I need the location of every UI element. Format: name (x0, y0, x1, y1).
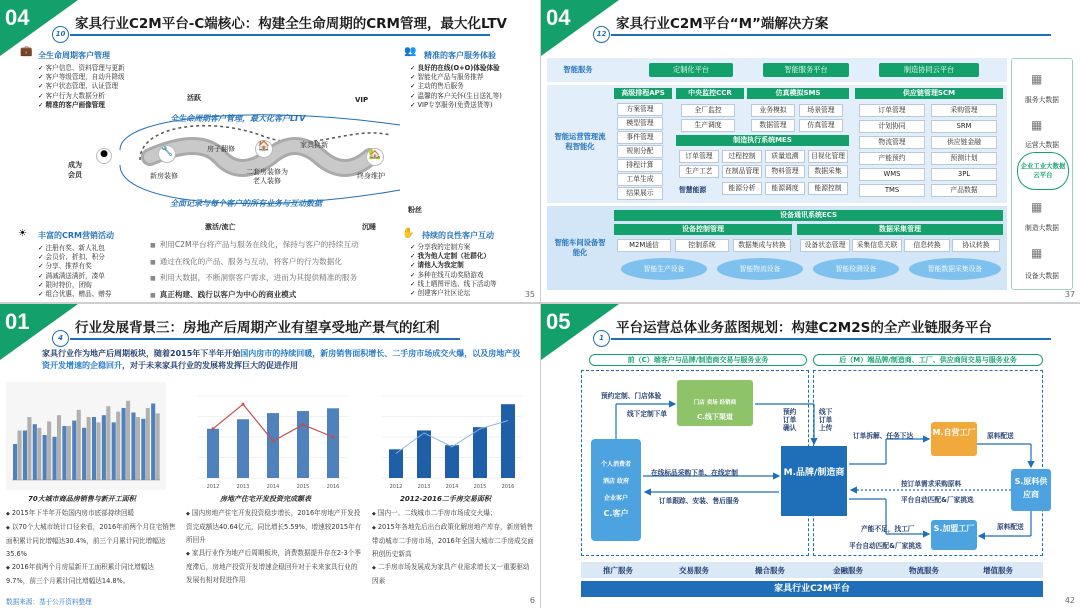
summary-item: ■ 真正构建、践行以客户为中心的商业模式 (150, 287, 359, 302)
chart2-title: 房地产住宅开发投资完成额表 (220, 495, 311, 503)
line-point (302, 423, 305, 426)
scm-item: TMS (859, 184, 925, 197)
bar (37, 428, 41, 480)
note-item: ◆ 2016年前两个月房屋新开工面积累计同比增幅达9.7%，前三个月累计同比增幅达14.8%。 (6, 561, 176, 588)
stage-active: 活跃 (187, 94, 201, 102)
title-underline (70, 34, 490, 36)
bar (141, 419, 145, 480)
device-bigdata: 设备大数据 (1025, 272, 1059, 280)
list-item: ✓ 限时特价，团购 (38, 281, 111, 290)
chart1-notes (6, 507, 176, 588)
summary-item: ■ 通过在线化的产品、服务与互动，将客户的行为数据化 (150, 254, 359, 271)
scm-item: 产品数据 (931, 184, 997, 197)
collect-item: 信息转换 (904, 239, 950, 252)
br-title: 持续的良性客户互动 (422, 231, 494, 240)
bar (52, 437, 56, 480)
mes-item: 目视化管理 (808, 150, 848, 163)
data-icon: ▦ (1031, 118, 1043, 132)
ops-bigdata: 运营大数据 (1025, 141, 1059, 149)
tick-label: 2014 (266, 484, 280, 490)
device-label: 智能车间设备智能化 (554, 238, 606, 257)
flow-label: 订单跟踪、安装、售后服务 (659, 497, 740, 505)
tick-label: 2014 (445, 484, 459, 490)
chart3-notes (372, 507, 536, 588)
summary-bullets (150, 237, 359, 302)
tick-label: 2015 (296, 484, 310, 490)
list-item: ✓ 组合优惠、赠品、赠券 (38, 290, 111, 299)
scm-item: 供应链金融 (931, 136, 997, 149)
list-item: ✓ 我为他人定制（社群化） (410, 252, 497, 261)
aps-item: 模型管理 (617, 117, 663, 130)
section-circle: 1 (593, 330, 610, 347)
stage-fan: 粉丝 (408, 206, 422, 214)
slide-number: 04 (546, 5, 571, 30)
note-item: ◆ 2015年下半年开始国内房市底部持续回暖 (6, 507, 176, 521)
note-item: ◆ 国内一、二线城市二手房市场成交火爆； (372, 507, 536, 521)
bl-title: 丰富的CRM营销活动 (38, 231, 114, 240)
flow-label: 平台自动匹配&厂家挑选 (849, 542, 922, 550)
stage-lifetime: 终身维护 (357, 172, 385, 180)
scm-item: 产能预约 (859, 152, 925, 165)
aps-item: 结果展示 (617, 187, 663, 200)
bar (146, 408, 150, 480)
sms-item: 场景管理 (799, 104, 843, 117)
service-platform: 智能服务平台 (763, 63, 849, 77)
line-point (242, 403, 245, 406)
list-item: ✓ 分享我的定制方案 (410, 243, 497, 252)
supplier-box: S.原料供应商 (1011, 469, 1051, 511)
services-bar (581, 562, 1043, 578)
bar (267, 413, 279, 478)
platform-bar: 家具行业C2M平台 (581, 581, 1043, 597)
service-item: 增值服务 (983, 566, 1013, 575)
bar (62, 426, 66, 480)
tr-title: 精准的客户服务体验 (424, 51, 496, 60)
ccr-item: 生产调度 (681, 119, 735, 132)
list-item: ✓ 温馨的客户关怀(生日送礼等) (410, 92, 502, 101)
scm-item: 3PL (931, 168, 997, 181)
data-source: 数据来源：基于公开资料整理 (6, 598, 92, 606)
own-factory-box: M.自营工厂 (931, 422, 977, 456)
cloud-platform: 企业工业大数据云平台 (1020, 162, 1066, 179)
maintenance-icon: 🏡 (366, 148, 384, 166)
scm-header: 供应链管理SCM (855, 88, 1003, 99)
stage-vip: VIP (355, 96, 369, 104)
tools-icon: 🔧 (158, 145, 176, 163)
bar (389, 449, 403, 478)
aps-header: 高级排程APS (614, 88, 672, 99)
note-item: ◆ 2015年各地先后出台政策化解房地产库存，新房销售带动城市二手房市场，2016年全国大城市二手房成交面积创历史新高 (372, 521, 536, 561)
service-item: 物流服务 (909, 566, 939, 575)
device-ellipse: 智能生产设备 (621, 258, 707, 280)
slide-title: 行业发展背景三：房地产后周期产业有望享受地产景气的红利 (75, 320, 440, 336)
list-item: ✓ 注册有奖、新人礼包 (38, 244, 111, 253)
chart-secondhand (372, 388, 532, 490)
subtitle-text: 家具行业作为地产后周期板块，随着2015年下半年开始 (42, 349, 241, 358)
bar (13, 444, 17, 480)
list-item: ✓ 分享、推荐有奖 (38, 262, 111, 271)
bar (501, 404, 515, 478)
bar (82, 428, 86, 480)
service-item: 交易服务 (679, 566, 709, 575)
ctrl-header: 设备控制管理 (614, 224, 792, 235)
brand-box: M.品牌/制造商 (781, 446, 847, 516)
slide-c2m2s-blueprint (541, 304, 1080, 608)
ctrl-item: 数据集成与转换 (733, 239, 791, 252)
flow-label: 订单拆解、任务下达 (853, 432, 914, 440)
chart3-title: 2012-2016二手房交易面积 (400, 495, 491, 503)
loop-bottom-label: 全面记录与每个客户的所有业务与互动数据 (170, 199, 322, 208)
offline-type: 经销商 (719, 400, 737, 406)
flow-label: 原料配送 (987, 432, 1014, 440)
flow-label: 线下定制下单 (627, 410, 668, 418)
aps-item: 工单生成 (617, 173, 663, 186)
loop-top-label: 全生命周期客户管理，最大化客户LTV (170, 114, 306, 123)
flow-label: 预约定制、门店体验 (601, 392, 662, 400)
service-item: 撮合服务 (755, 566, 785, 575)
bar (327, 408, 339, 478)
note-item: ◆ 家具行业作为地产后周期板块，消费数据提升存在2-3个季度滞后，房地产投资开发增速企稳回升对于未来家具行业的发展有相对促进作用 (186, 547, 364, 587)
list-item: ✓ 会员价、折扣、积分 (38, 253, 111, 262)
collect-header: 数据采集管理 (797, 224, 1003, 235)
member-icon: ● (96, 148, 112, 164)
flow-label: 产能不足，找工厂 (861, 525, 915, 533)
ctrl-item: M2M通信 (617, 239, 671, 252)
mfg-bigdata: 制造大数据 (1025, 224, 1059, 232)
customer-type: 企业客户 (603, 495, 628, 502)
slide-subtitle (42, 348, 522, 372)
tick-label: 2016 (501, 484, 515, 490)
stage-dormant: 沉睡 (362, 223, 376, 231)
mes-item: 过程控制 (722, 150, 762, 163)
offline-type: 卖场 (706, 400, 718, 406)
bar (47, 422, 51, 481)
summary-item: ■ 利用大数据，不断洞察客户需求，进而为其提供精准的服务 (150, 270, 359, 287)
bar (96, 422, 100, 480)
partner-factory-box: S.加盟工厂 (931, 520, 977, 550)
list-item: ✓ 智能化产品与服务推荐 (410, 73, 502, 82)
bl-list (38, 244, 111, 299)
collect-item: 协议转换 (952, 239, 1000, 252)
flow-label: 线下订单上传 (819, 408, 833, 432)
slide-real-estate (0, 304, 540, 608)
bar (297, 411, 309, 478)
flow-label: 预约订单确认 (783, 408, 797, 432)
sms-item: 数据管理 (751, 119, 795, 132)
bar (102, 415, 106, 480)
slide-title: 家具行业C2M平台“M”端解决方案 (616, 16, 829, 32)
briefcase-icon: 💼 (20, 46, 33, 57)
bar (136, 417, 140, 480)
slide-number: 04 (5, 5, 30, 30)
bar (445, 445, 459, 478)
bar (473, 427, 487, 478)
bar (23, 431, 27, 481)
stage-second-home: 二套房装修为老人装修 (246, 168, 288, 185)
bar (57, 415, 61, 480)
title-underline (611, 34, 1051, 36)
flow-label: 原料配送 (997, 523, 1024, 531)
stage-new-home: 新房装修 (150, 172, 178, 180)
list-item: ✓ 请他人为我定制 (410, 261, 497, 270)
customer-type: 政府 (617, 478, 630, 485)
custom-platform: 定制化平台 (649, 63, 733, 77)
ccr-item: 全厂监控 (681, 104, 735, 117)
chart1-title: 70大城市商品房销售与新开工面积 (28, 495, 136, 503)
stage-member: 成为会员 (68, 161, 82, 179)
flow-label: 按订单需求采购原料 (901, 480, 962, 488)
bar (126, 401, 130, 480)
list-item: ✓ 良好的在线(O+O)体验体验 (410, 64, 502, 73)
mes-item: 能源控制 (808, 182, 848, 195)
subtitle-text: ，对于未来家具行业的发展将发挥巨大的促进作用 (122, 361, 298, 370)
collect-item: 采集信息关联 (852, 239, 902, 252)
list-item: ✓ 客户等级管理，自动升降级 (38, 73, 125, 82)
chart-investment (184, 388, 362, 490)
note-item: ◆ 国内房地产住宅开发投资稳步增长，2016年房地产开发投资完成额达40.64亿元，同比增长5.59%，增速较2015年有所回升 (186, 507, 364, 547)
service-item: 金融服务 (833, 566, 863, 575)
slide-number: 05 (546, 309, 571, 334)
subtitle-highlight: 国内房市的持续回暖，新房销售面积增长、二手房市场成交火爆，以及房地产投资开发增速的企稳回升 (42, 349, 521, 370)
house-icon: 🏠 (255, 140, 273, 158)
scm-item: WMS (859, 168, 925, 181)
aps-item: 事件管理 (617, 131, 663, 144)
bar (131, 413, 135, 481)
device-ellipse: 智能检测设备 (813, 258, 899, 280)
scm-item: 订单管理 (859, 104, 925, 117)
list-item: ✓ 线上晒图评选、线下活动等 (410, 280, 497, 289)
mes-item: 生产工艺 (679, 165, 719, 178)
note-item: ◆ 二手房市场发展成为家具产业需求增长又一重要驱动因素 (372, 561, 536, 588)
section-circle: 10 (52, 26, 69, 43)
aps-item: 排程计算 (617, 159, 663, 172)
list-item: ✓ 客户信息、资料管理与更新 (38, 64, 125, 73)
energy-label: 智慧能源 (679, 186, 707, 194)
device-ellipse: 智能物流设备 (717, 258, 803, 280)
slide-crm-ltv (0, 0, 540, 302)
mes-item: 物料管理 (765, 165, 805, 178)
offline-label: C.线下渠道 (697, 413, 733, 421)
data-icon: ▦ (1031, 246, 1043, 260)
mes-header: 制造执行系统MES (676, 135, 849, 146)
note-item: ◆ 以70个大城市统计口径来看，2016年前两个月住宅销售面积累计同比增幅达30.4%，前三个月累计同比增幅达35.6% (6, 521, 176, 561)
bar (17, 431, 21, 481)
flow-label: 在线标品采购下单、在线定制 (651, 469, 738, 477)
slide-title: 平台运营总体业务蓝图规划：构建C2M2S的全产业链服务平台 (616, 320, 992, 336)
slide-m-solution (541, 0, 1080, 302)
section-circle: 12 (593, 26, 610, 43)
page-number: 35 (524, 290, 535, 299)
ecs-header: 设备通讯系统ECS (614, 210, 1003, 221)
sms-item: 仿真管理 (799, 119, 843, 132)
tick-label: 2012 (206, 484, 220, 490)
list-item: ✓ 客户状态管理、认证管理 (38, 82, 125, 91)
line-point (272, 440, 275, 443)
customer-label: C.客户 (603, 509, 629, 518)
bar (72, 421, 76, 480)
title-underline (70, 338, 460, 340)
smart-service-label: 智能服务 (563, 65, 593, 74)
sms-header: 仿真模拟SMS (747, 88, 849, 99)
service-item: 推广服务 (603, 566, 633, 575)
offline-type: 门店 (693, 400, 705, 406)
front-header: 前（C）端客户与品牌/制造商交易与服务业务 (589, 354, 807, 366)
bar (87, 417, 91, 480)
page-number: 6 (529, 596, 535, 605)
page-number: 42 (1064, 596, 1075, 605)
bar (77, 410, 81, 480)
bar (106, 406, 110, 480)
tl-title: 全生命周期客户管理 (38, 51, 110, 60)
slide-number: 01 (5, 309, 30, 334)
list-item: ✓ 精准的客户画像管理 (38, 101, 125, 110)
hand-icon: ✋ (402, 228, 415, 239)
people-icon: 👥 (404, 46, 417, 57)
sms-item: 业务模拟 (751, 104, 795, 117)
customer-type: 个人消费者 (600, 461, 631, 468)
bar (207, 429, 219, 478)
scm-item: 采购管理 (931, 104, 997, 117)
flow-label: 平台自动匹配&厂家挑选 (901, 496, 974, 504)
bar (122, 408, 126, 480)
chart2-notes (186, 507, 364, 587)
mes-item: 能源分析 (722, 182, 762, 195)
bar (67, 426, 71, 480)
bar (237, 419, 249, 478)
bar (27, 417, 31, 480)
ctrl-item: 控制系统 (675, 239, 729, 252)
list-item: ✓ 多种在线互动奖励游戏 (410, 271, 497, 280)
mes-item: 能源调度 (765, 182, 805, 195)
tick-label: 2015 (473, 484, 487, 490)
tick-label: 2012 (389, 484, 403, 490)
list-item: ✓ 客户行为大数据分析 (38, 92, 125, 101)
list-item: ✓ 主动的售后服务 (410, 82, 502, 91)
collab-platform: 制造协同云平台 (879, 63, 979, 77)
slide-title: 家具行业C2M平台-C端核心：构建全生命周期的CRM管理，最大化LTV (75, 16, 508, 32)
bar (33, 424, 37, 480)
scm-item: 计划协同 (859, 120, 925, 133)
customer-type: 酒店 (602, 478, 615, 485)
bar (156, 413, 160, 480)
operations-label: 智能运营管理流程智能化 (554, 132, 606, 151)
chart-sales-starts (6, 382, 166, 490)
scm-item: 预测计划 (931, 152, 997, 165)
scm-item: SRM (931, 120, 997, 133)
tick-label: 2013 (236, 484, 250, 490)
list-item: ✓ 创建客户社区论坛 (410, 289, 497, 298)
back-header: 后（M）端品牌/制造商、工厂、供应商间交易与服务业务 (813, 354, 1043, 366)
line-point (332, 436, 335, 439)
page-number: 37 (1064, 290, 1075, 299)
mes-item: 在制品管理 (722, 165, 762, 178)
bar (92, 417, 96, 480)
section-circle: 4 (52, 330, 69, 347)
summary-item: ■ 利用C2M平台将产品与服务在线化，保持与客户的持续互动 (150, 237, 359, 254)
list-item: ✓ 满减满送满折，凑单 (38, 272, 111, 281)
sun-icon: ☀ (18, 228, 27, 239)
tick-label: 2016 (326, 484, 340, 490)
collect-item: 设备状态管理 (800, 239, 850, 252)
data-icon: ▦ (1031, 72, 1043, 86)
stage-churn: 激活/流亡 (205, 223, 236, 231)
aps-item: 方案管理 (617, 103, 663, 116)
tick-label: 2013 (417, 484, 431, 490)
line-point (212, 427, 215, 430)
stage-replace: 家具换新 (300, 141, 328, 149)
bar (116, 412, 120, 480)
service-bigdata: 服务大数据 (1025, 96, 1059, 104)
bar (112, 422, 116, 480)
aps-item: 规则分配 (617, 145, 663, 158)
mes-item: 质量追溯 (765, 150, 805, 163)
device-ellipse: 智能数据采集设备 (909, 258, 1001, 280)
bar (43, 435, 47, 480)
mes-item: 订单管理 (679, 150, 719, 163)
br-list (410, 243, 497, 298)
scm-item: 物流管理 (859, 136, 925, 149)
bar (151, 404, 155, 481)
ccr-header: 中央监控CCR (676, 88, 744, 99)
mes-item: 数据采集 (808, 165, 848, 178)
bar (417, 430, 431, 478)
list-item: ✓ VIP专享服务(免费送货等) (410, 101, 502, 110)
stage-renovate: 房子翻修 (207, 145, 235, 153)
data-icon: ▦ (1031, 200, 1043, 214)
